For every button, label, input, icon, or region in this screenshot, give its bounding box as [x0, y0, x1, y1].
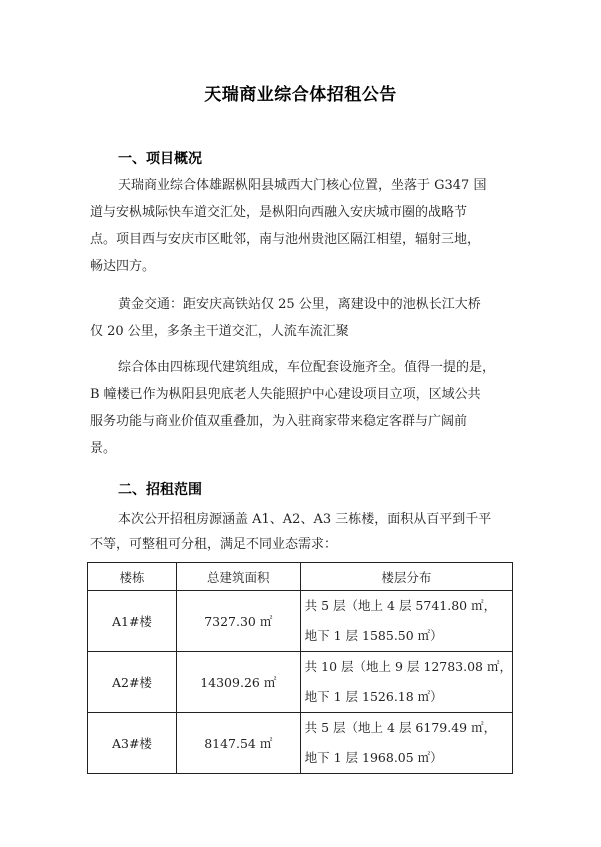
floors-line: 地下 1 层 1968.05 ㎡） — [304, 750, 443, 765]
column-header-building: 楼栋 — [88, 563, 177, 591]
floors-line: 地下 1 层 1585.50 ㎡） — [304, 628, 443, 643]
lease-table — [87, 562, 513, 774]
paragraph-line: 不等，可整租可分租，满足不同业态需求： — [90, 537, 338, 552]
paragraph-line: 黄金交通：距安庆高铁站仅 25 公里，离建设中的池枞长江大桥 — [118, 297, 481, 312]
paragraph-line: B 幢楼已作为枞阳县兜底老人失能照护中心建设项目立项，区域公共 — [90, 387, 481, 402]
paragraph-line: 仅 20 公里，多条主干道交汇，人流车流汇聚 — [90, 324, 349, 339]
table-row — [88, 591, 513, 652]
table-row — [88, 652, 513, 713]
floors-line: 共 5 层（地上 4 层 6179.49 ㎡， — [304, 720, 497, 735]
building-cell: A1#楼 — [88, 591, 177, 652]
column-header-area: 总建筑面积 — [176, 563, 300, 591]
paragraph-line: 道与安枞城际快车道交汇处，是枞阳向西融入安庆城市圈的战略节 — [90, 205, 468, 220]
section-heading-overview: 一、项目概况 — [118, 151, 202, 167]
floors-line: 共 10 层（地上 9 层 12783.08 ㎡， — [304, 659, 512, 674]
floors-cell — [300, 652, 512, 713]
paragraph-line: 天瑞商业综合体雄踞枞阳县城西大门核心位置，坐落于 G347 国 — [118, 178, 487, 193]
section-heading-scope: 二、招租范围 — [118, 482, 202, 498]
paragraph-line: 综合体由四栋现代建筑组成，车位配套设施齐全。值得一提的是， — [118, 360, 496, 375]
area-cell: 7327.30 ㎡ — [176, 591, 300, 652]
floors-line: 共 5 层（地上 4 层 5741.80 ㎡， — [304, 598, 497, 613]
table-header-row — [88, 563, 513, 591]
column-header-floors: 楼层分布 — [300, 563, 512, 591]
floors-cell — [300, 713, 512, 774]
paragraph-line: 景。 — [90, 441, 117, 456]
paragraph-line: 服务功能与商业价值双重叠加，为入驻商家带来稳定客群与广阔前 — [90, 414, 468, 429]
area-cell: 14309.26 ㎡ — [176, 652, 300, 713]
building-cell: A3#楼 — [88, 713, 177, 774]
floors-cell — [300, 591, 512, 652]
paragraph-line: 畅达四方。 — [90, 259, 156, 274]
building-cell: A2#楼 — [88, 652, 177, 713]
area-cell: 8147.54 ㎡ — [176, 713, 300, 774]
table-row — [88, 713, 513, 774]
floors-line: 地下 1 层 1526.18 ㎡） — [304, 689, 443, 704]
page-title: 天瑞商业综合体招租公告 — [204, 85, 397, 105]
paragraph-line: 本次公开招租房源涵盖 A1、A2、A3 三栋楼，面积从百平到千平 — [118, 512, 492, 527]
paragraph-line: 点。项目西与安庆市区毗邻，南与池州贵池区隔江相望，辐射三地， — [90, 232, 481, 247]
